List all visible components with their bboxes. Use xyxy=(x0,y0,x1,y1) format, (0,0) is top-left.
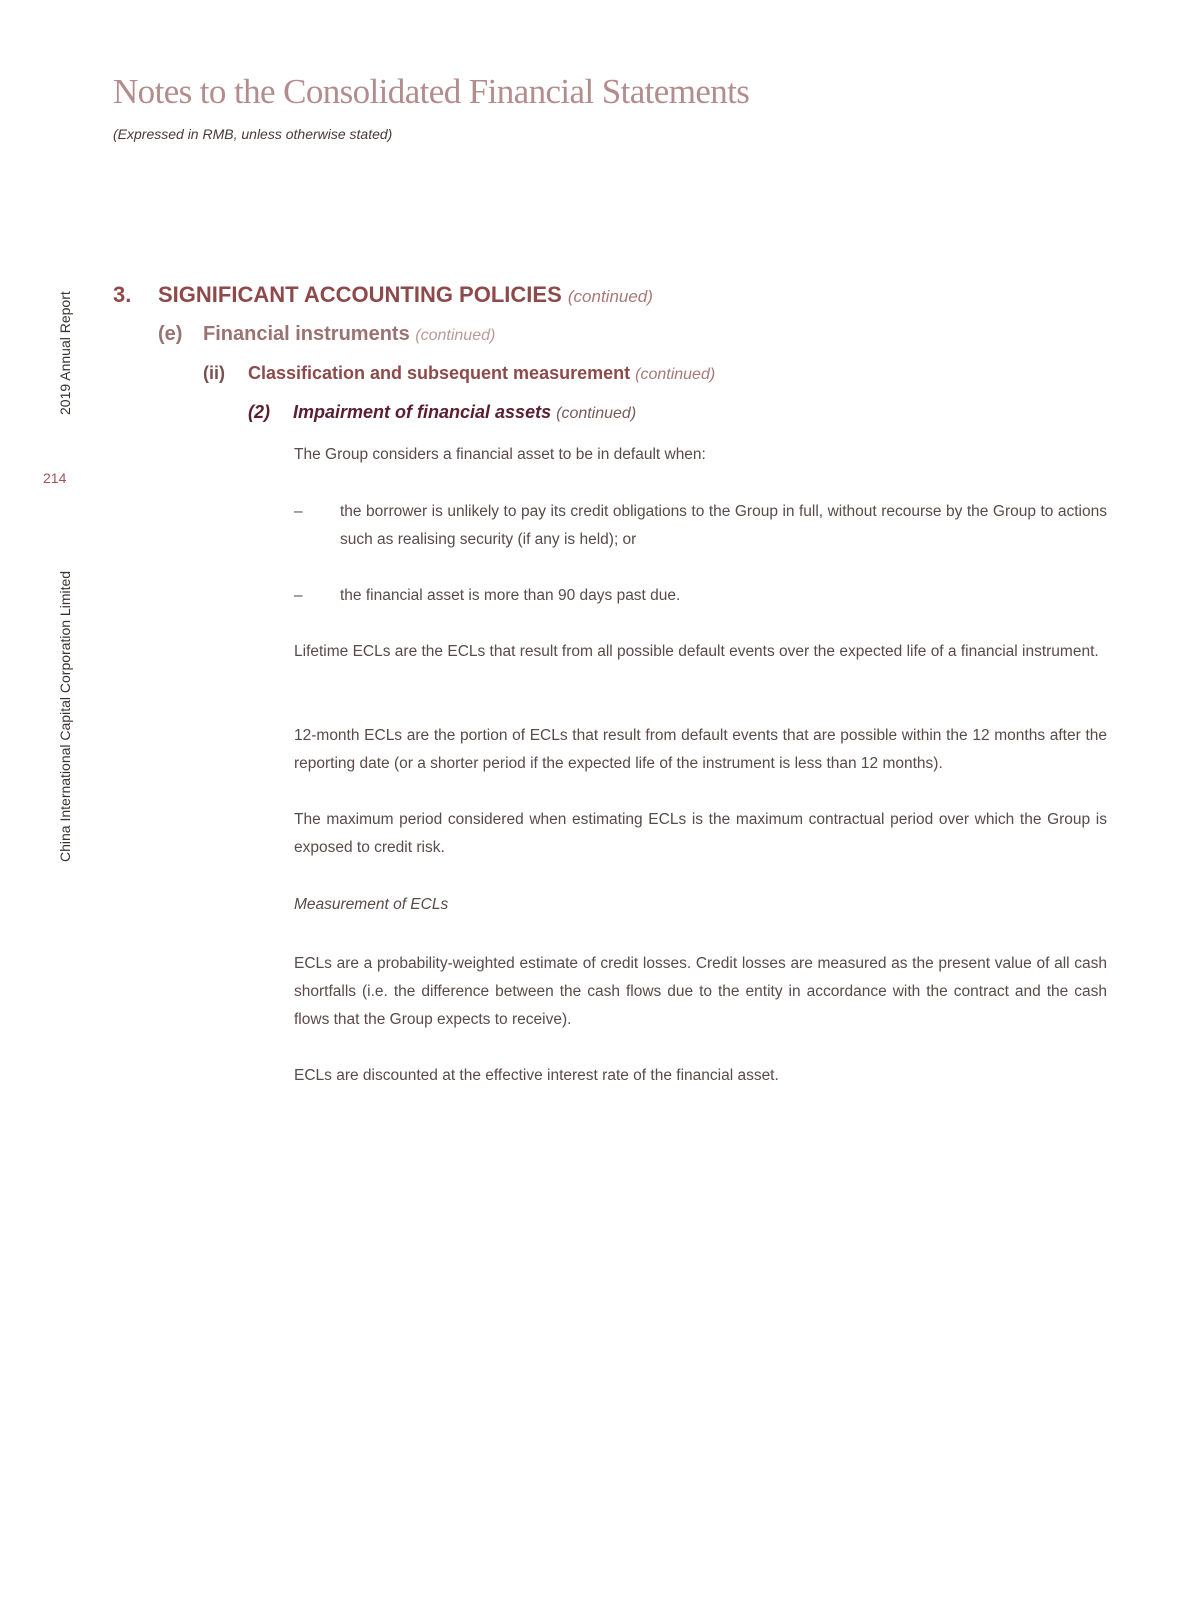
measurement-subheading: Measurement of ECLs xyxy=(294,896,449,913)
topic-heading-2 xyxy=(248,402,636,423)
topic-continued: (continued) xyxy=(556,405,637,422)
intro-paragraph: The Group considers a financial asset to be in default when: xyxy=(294,446,706,463)
max-period-paragraph: The maximum period considered when estimating ECLs is the maximum contractual period over which the Group is exposed to credit risk. xyxy=(294,811,1107,856)
subsubsection-continued: (continued) xyxy=(635,366,716,383)
section-title: SIGNIFICANT ACCOUNTING POLICIES xyxy=(158,282,562,307)
lifetime-ecl-paragraph: Lifetime ECLs are the ECLs that result from all possible default events over the expected life of a financial instrument. xyxy=(294,643,1099,660)
list-item xyxy=(294,498,1107,554)
side-company-label: China International Capital Corporation Limited xyxy=(57,570,73,862)
section-number: 3. xyxy=(113,282,132,307)
page-number: 214 xyxy=(43,470,67,486)
page-title: Notes to the Consolidated Financial Statements xyxy=(113,72,750,111)
bullet-dash: – xyxy=(294,587,303,604)
list-item xyxy=(294,582,1107,610)
subsubsection-title: Classification and subsequent measurement xyxy=(248,363,631,383)
page-subtitle: (Expressed in RMB, unless otherwise stated) xyxy=(113,126,393,142)
discount-paragraph: ECLs are discounted at the effective interest rate of the financial asset. xyxy=(294,1067,779,1084)
bullet-text: the financial asset is more than 90 days past due. xyxy=(340,587,681,604)
subsubsection-number: (ii) xyxy=(203,363,225,383)
side-report-label: 2019 Annual Report xyxy=(57,291,73,415)
subsection-continued: (continued) xyxy=(415,327,496,344)
subsection-heading-e xyxy=(158,323,495,346)
section-continued: (continued) xyxy=(567,287,653,306)
subsection-title: Financial instruments xyxy=(203,323,410,345)
twelve-month-ecl-paragraph: 12-month ECLs are the portion of ECLs that result from default events that are possible within the 12 months after the reporting date (or a shorter period if the expected life of the instrument is less than 12 months). xyxy=(294,727,1107,772)
subsection-number: (e) xyxy=(158,323,183,345)
section-heading-3 xyxy=(113,282,653,308)
bullet-text: the borrower is unlikely to pay its credit obligations to the Group in full, without recourse by the Group to actions such as realising security (if any is held); or xyxy=(340,503,1107,548)
measurement-paragraph: ECLs are a probability-weighted estimate of credit losses. Credit losses are measured as the present value of all cash shortfalls (i.e. the difference between the cash flows due to the entity in accordance with the contract and the cash flows that the Group expects to receive). xyxy=(294,955,1107,1028)
topic-number: (2) xyxy=(248,402,270,422)
subsubsection-heading-ii xyxy=(203,363,715,384)
topic-title: Impairment of financial assets xyxy=(293,402,552,422)
bullet-dash: – xyxy=(294,503,303,520)
